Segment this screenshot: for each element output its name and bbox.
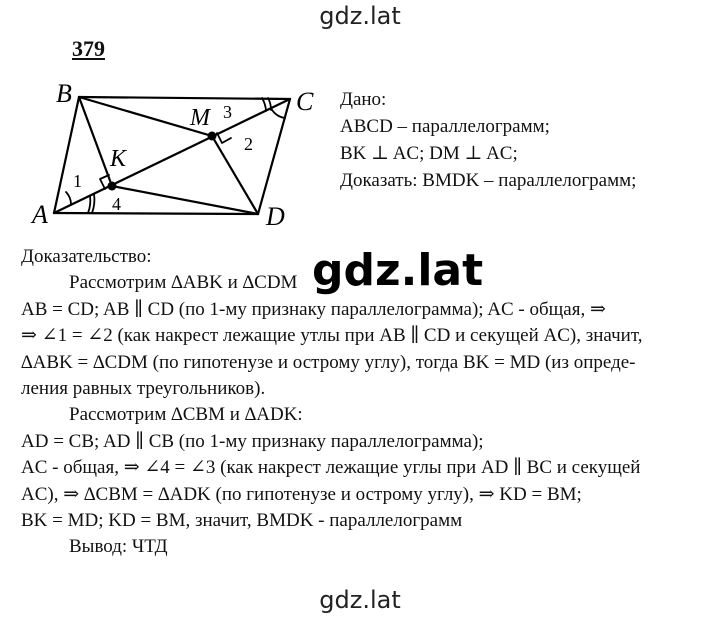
- point-k: [108, 182, 117, 191]
- label-angle-4: 4: [112, 194, 121, 214]
- proof-line: ления равных треугольников).: [21, 378, 266, 400]
- proof-heading: Доказательство:: [21, 246, 152, 267]
- proof-line: Рассмотрим ∆ABK и ∆CDM: [69, 272, 298, 294]
- label-m: M: [190, 105, 210, 131]
- label-a: A: [32, 200, 48, 229]
- label-c: C: [296, 87, 314, 116]
- label-d: D: [266, 202, 285, 230]
- proof-line: ⇒ ∠1 = ∠2 (как накрест лежащие утлы при AB ∥ CD и секущей AC), значит,: [21, 325, 643, 347]
- conclusion-line: Вывод: ЧТД: [69, 536, 168, 558]
- watermark-top: gdz.lat: [319, 2, 401, 30]
- proof-line: AC), ⇒ ∆CBM = ∆ADK (по гипотенузе и острому углу), ⇒ KD = BM;: [21, 483, 582, 505]
- label-angle-3: 3: [223, 102, 232, 122]
- watermark-middle: gdz.lat: [308, 246, 487, 296]
- segment-bk: [79, 97, 112, 186]
- given-block: [340, 86, 636, 194]
- proof-line: AD = CB; AD ∥ CB (по 1-му признаку параллелограмма);: [21, 430, 484, 452]
- side-da: [54, 213, 258, 214]
- arc-angle-2: [271, 108, 285, 118]
- point-m: [208, 132, 217, 141]
- problem-number: 379: [72, 36, 105, 61]
- label-k: K: [110, 146, 127, 172]
- arc-angle-4: [88, 196, 90, 213]
- proof-line: AC - общая, ⇒ ∠4 = ∠3 (как накрест лежащие углы при AD ∥ BC и секущей: [21, 457, 641, 479]
- proof-line: AB = CD; AB ∥ CD (по 1-му признаку параллелограмма); AC - общая, ⇒: [21, 298, 606, 320]
- side-bc: [79, 97, 290, 99]
- given-line: BK ⊥ AC; DM ⊥ AC;: [340, 143, 518, 164]
- label-angle-1: 1: [73, 171, 82, 191]
- side-cd: [258, 99, 290, 214]
- arc-angle-3a: [262, 98, 266, 111]
- given-line: ABCD – параллелограмм;: [340, 116, 550, 137]
- side-ab: [54, 97, 79, 213]
- proof-line: Рассмотрим ∆CBM и ∆ADK:: [69, 404, 303, 426]
- segment-kd: [112, 186, 258, 214]
- parallelogram-figure: [26, 80, 326, 230]
- label-angle-2: 2: [244, 134, 253, 154]
- prove-line: Доказать: BMDK – параллелограмм;: [340, 170, 637, 191]
- right-angle-m: [217, 133, 231, 143]
- arc-angle-1: [66, 192, 71, 204]
- watermark-bottom: gdz.lat: [319, 586, 401, 614]
- given-heading: Дано:: [340, 89, 387, 110]
- arc-angle-4b: [92, 194, 94, 213]
- proof-line: BK = MD; KD = BM, значит, BMDK - параллелограмм: [21, 510, 463, 532]
- proof-line: ∆ABK = ∆CDM (по гипотенузе и острому углу), тогда BK = MD (из опреде-: [21, 351, 636, 373]
- label-b: B: [56, 80, 72, 108]
